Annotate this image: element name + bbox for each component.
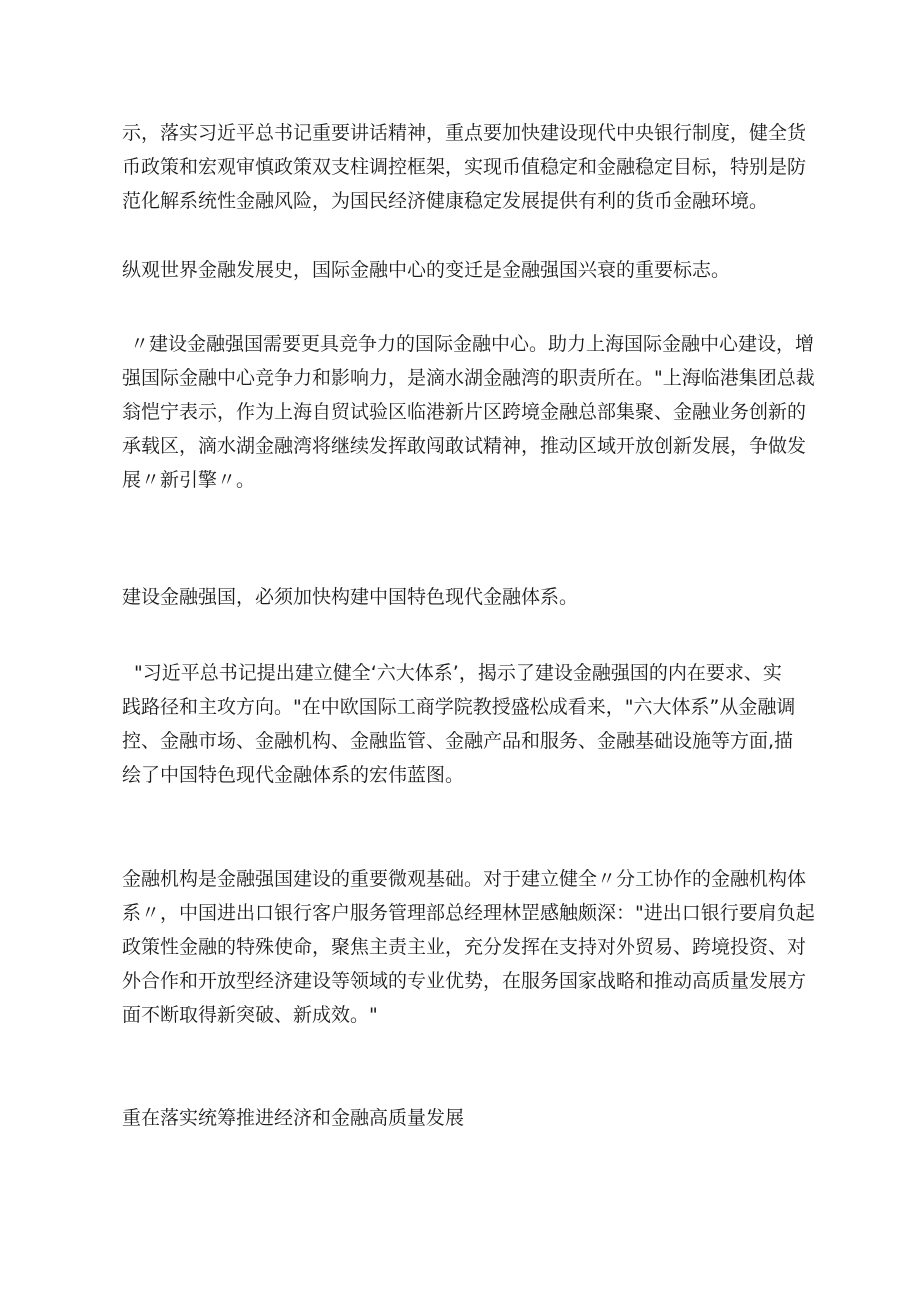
paragraph-modern-financial-system — [122, 580, 802, 614]
text-line: 示，落实习近平总书记重要讲话精神，重点要加快建设现代中央银行制度，健全货 — [122, 122, 807, 144]
text-line: 承载区，滴水湖金融湾将继续发挥敢闯敢试精神，推动区域开放创新发展，争做发 — [122, 435, 807, 457]
section-heading — [122, 1101, 802, 1135]
text-line: 强国际金融中心竞争力和影响力，是滴水湖金融湾的职责所在。"上海临港集团总裁 — [122, 367, 815, 389]
text-line: 政策性金融的特殊使命，聚焦主责主业，充分发挥在支持对外贸易、跨境投资、对 — [122, 936, 807, 958]
text-line: 绘了中国特色现代金融体系的宏伟蓝图。 — [122, 764, 465, 786]
text-line: 外合作和开放型经济建设等领域的专业优势，在服务国家战略和推动高质量发展方 — [122, 970, 807, 992]
paragraph-lingang-quote — [122, 327, 815, 497]
paragraph-financial-institutions — [122, 862, 815, 1032]
text-line: 纵观世界金融发展史，国际金融中心的变迁是金融强国兴衰的重要标志。 — [122, 259, 731, 281]
text-line: "习近平总书记提出建立健全‘六大体系’，揭示了建设金融强国的内在要求、实 — [134, 662, 782, 684]
text-line: 践路径和主攻方向。"在中欧国际工商学院教授盛松成看来，"六大体系”从金融调 — [122, 696, 796, 718]
text-line: 翁恺宁表示，作为上海自贸试验区临港新片区跨境金融总部集聚、金融业务创新的 — [122, 401, 807, 423]
paragraph-financial-history — [122, 253, 802, 287]
text-line: 控、金融市场、金融机构、金融监管、金融产品和服务、金融基础设施等方面,描 — [122, 730, 794, 752]
text-line: 展〃新引擎〃。 — [122, 469, 256, 491]
paragraph-six-systems-quote — [122, 656, 814, 792]
text-line: 范化解系统性金融风险，为国民经济健康稳定发展提供有利的货币金融环境。 — [122, 190, 769, 212]
text-line: 币政策和宏观审慎政策双支柱调控框架，实现币值稳定和金融稳定目标，特别是防 — [122, 156, 807, 178]
text-line: 〃建设金融强国需要更具竞争力的国际金融中心。助力上海国际金融中心建设，增 — [130, 333, 815, 355]
paragraph-monetary-policy — [122, 116, 807, 218]
text-line: 面不断取得新突破、新成效。" — [122, 1004, 378, 1026]
text-line: 建设金融强国，必须加快构建中国特色现代金融体系。 — [122, 586, 579, 608]
text-line: 系〃，中国进出口银行客户服务管理部总经理林罡感触颇深："进出口银行要肩负起 — [122, 902, 815, 924]
text-line: 重在落实统筹推进经济和金融高质量发展 — [122, 1107, 465, 1129]
text-line: 金融机构是金融强国建设的重要微观基础。对于建立健全〃分工协作的金融机构体 — [122, 868, 807, 890]
